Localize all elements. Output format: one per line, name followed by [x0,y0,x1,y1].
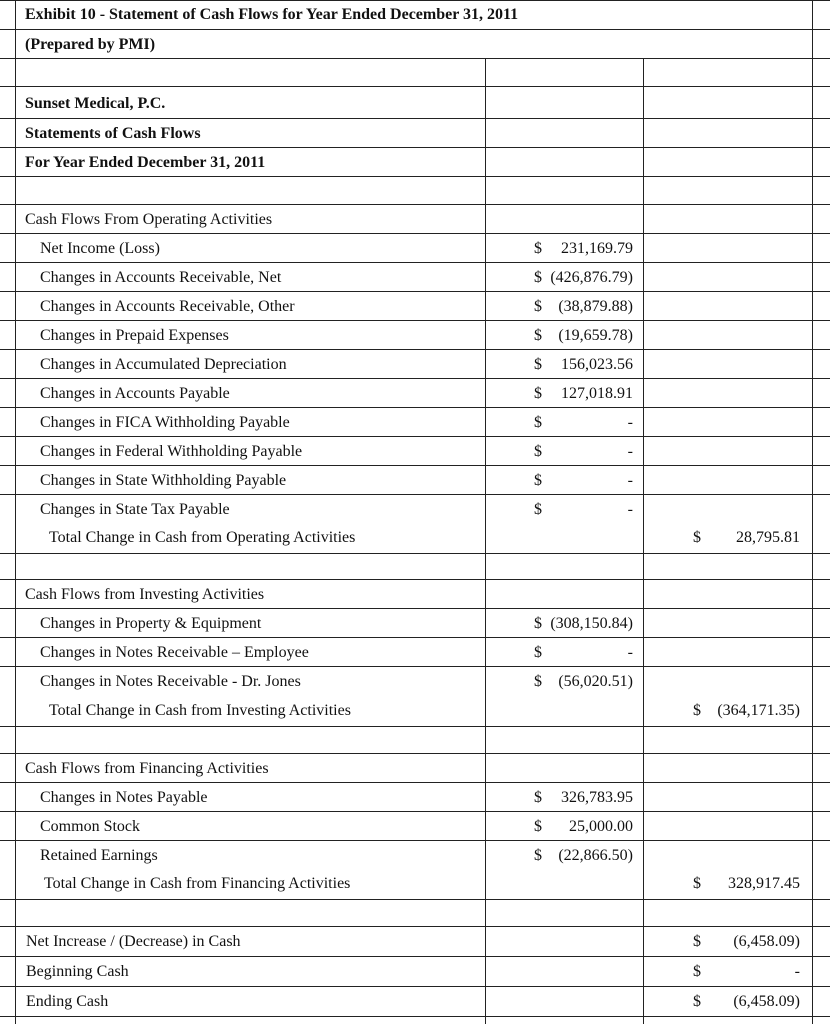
operating-item-row [0,494,830,523]
financing-item-label: Common Stock [40,818,141,835]
investing-item-currency: $ [534,615,542,632]
grid-line-col3 [643,58,644,1024]
grid-line-right [812,0,813,1024]
operating-item-currency: $ [534,240,542,257]
period-row [0,147,830,176]
operating-total-label: Total Change in Cash from Operating Activities [49,529,356,546]
operating-item-amount: (19,659.78) [558,327,633,344]
summary-item-row [0,926,830,956]
investing-total-row [0,697,830,726]
financing-total-row [0,870,830,899]
investing-heading-row [0,579,830,608]
investing-item-row [0,608,830,637]
summary-item-amount: (6,458.09) [733,933,800,950]
summary-item-row [0,956,830,986]
operating-item-currency: $ [534,298,542,315]
summary-item-amount: (6,458.09) [733,993,800,1010]
financing-item-currency: $ [534,847,542,864]
prepared-by: (Prepared by PMI) [25,36,156,53]
statement-title: Statements of Cash Flows [25,125,201,142]
operating-total-amount: 28,795.81 [736,529,800,546]
operating-item-row [0,320,830,349]
operating-item-amount: - [627,501,633,518]
operating-item-amount: (38,879.88) [558,298,633,315]
summary-item-row [0,986,830,1016]
operating-item-label: Changes in Accounts Receivable, Other [40,298,295,315]
operating-item-currency: $ [534,327,542,344]
grid-line-col2 [485,58,486,1024]
operating-item-currency: $ [534,356,542,373]
operating-item-label: Changes in Accumulated Depreciation [40,356,287,373]
summary-item-amount: - [794,963,800,980]
investing-item-currency: $ [534,644,542,661]
company-name-row [0,86,830,118]
investing-item-label: Changes in Property & Equipment [40,615,262,632]
operating-item-row [0,291,830,320]
operating-item-currency: $ [534,269,542,286]
operating-total-currency: $ [693,529,701,546]
investing-item-amount: (56,020.51) [558,673,633,690]
financing-item-currency: $ [534,818,542,835]
investing-heading: Cash Flows from Investing Activities [25,586,265,603]
financing-heading-row [0,753,830,782]
operating-total-row [0,524,830,553]
investing-item-label: Changes in Notes Receivable – Employee [40,644,309,661]
operating-item-currency: $ [534,501,542,518]
summary-item-label: Beginning Cash [26,963,129,980]
operating-heading: Cash Flows From Operating Activities [25,211,273,228]
operating-item-currency: $ [534,385,542,402]
statement-period: For Year Ended December 31, 2011 [25,154,266,171]
spacer-row [0,726,830,753]
investing-item-amount: (308,150.84) [550,615,633,632]
operating-item-currency: $ [534,472,542,489]
operating-item-label: Changes in Prepaid Expenses [40,327,229,344]
operating-item-label: Changes in Federal Withholding Payable [40,443,303,460]
investing-item-amount: - [627,644,633,661]
spacer-row [0,176,830,204]
investing-total-amount: (364,171.35) [717,702,800,719]
financing-item-amount: 326,783.95 [561,789,633,806]
spacer-row [0,58,830,86]
operating-item-amount: 156,023.56 [561,356,633,373]
spacer-row [0,899,830,926]
operating-item-row [0,407,830,436]
financing-total-amount: 328,917.45 [728,875,800,892]
operating-item-row [0,349,830,378]
operating-item-amount: (426,876.79) [550,269,633,286]
operating-item-currency: $ [534,443,542,460]
summary-item-currency: $ [693,933,701,950]
operating-item-row [0,262,830,291]
financing-item-row [0,840,830,869]
operating-item-row [0,465,830,494]
operating-item-label: Changes in Accounts Receivable, Net [40,269,282,286]
statement-title-row [0,118,830,147]
operating-item-amount: - [627,472,633,489]
operating-item-row [0,378,830,407]
operating-item-amount: - [627,443,633,460]
financing-total-label: Total Change in Cash from Financing Activities [44,875,351,892]
financing-heading: Cash Flows from Financing Activities [25,760,269,777]
financing-item-label: Changes in Notes Payable [40,789,208,806]
operating-item-label: Net Income (Loss) [40,240,160,257]
grid-line-left [15,0,16,1024]
operating-item-amount: 231,169.79 [561,240,633,257]
financing-item-label: Retained Earnings [40,847,158,864]
financing-item-row [0,811,830,840]
investing-total-currency: $ [693,702,701,719]
financing-item-amount: (22,866.50) [558,847,633,864]
operating-item-currency: $ [534,414,542,431]
spacer-row [0,553,830,579]
operating-item-label: Changes in FICA Withholding Payable [40,414,290,431]
financing-item-amount: 25,000.00 [569,818,633,835]
operating-item-label: Changes in State Withholding Payable [40,472,287,489]
summary-item-currency: $ [693,993,701,1010]
exhibit-title-row [0,0,830,29]
investing-item-currency: $ [534,673,542,690]
operating-heading-row [0,204,830,233]
operating-item-amount: - [627,414,633,431]
summary-item-label: Ending Cash [26,993,109,1010]
operating-item-label: Changes in Accounts Payable [40,385,230,402]
summary-item-currency: $ [693,963,701,980]
bottom-edge-row [0,1016,830,1024]
financing-item-row [0,782,830,811]
investing-total-label: Total Change in Cash from Investing Activities [49,702,351,719]
operating-item-row [0,233,830,262]
investing-item-row [0,666,830,695]
prepared-by-row [0,29,830,58]
operating-item-amount: 127,018.91 [561,385,633,402]
financing-item-currency: $ [534,789,542,806]
exhibit-title: Exhibit 10 - Statement of Cash Flows for Year Ended December 31, 2011 [25,6,519,23]
investing-item-row [0,637,830,666]
company-name: Sunset Medical, P.C. [25,95,166,112]
financing-total-currency: $ [693,875,701,892]
summary-item-label: Net Increase / (Decrease) in Cash [26,933,241,950]
investing-item-label: Changes in Notes Receivable - Dr. Jones [40,673,301,690]
operating-item-row [0,436,830,465]
operating-item-label: Changes in State Tax Payable [40,501,230,518]
